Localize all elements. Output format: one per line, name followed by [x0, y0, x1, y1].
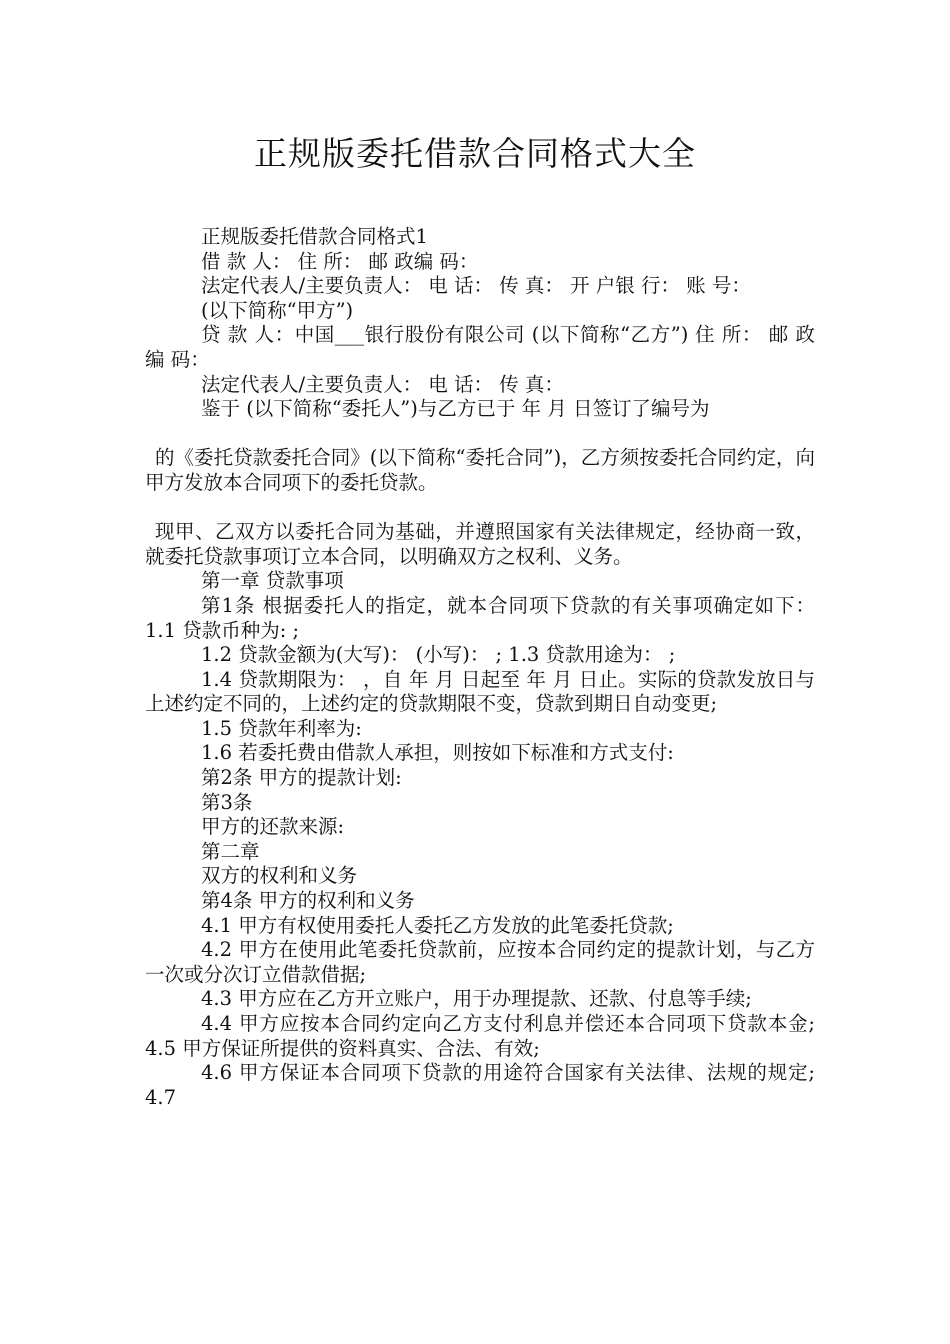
- paragraph: 的《委托贷款委托合同》(以下简称“委托合同”)，乙方须按委托合同约定，向甲方发放本合同项下的委托贷款。: [145, 446, 815, 494]
- chapter-heading: 第二章: [201, 839, 260, 863]
- paragraph: 第4条 甲方的权利和义务: [201, 889, 415, 913]
- paragraph: 4.2 甲方在使用此笔委托贷款前，应按本合同约定的提款计划，与乙方一次或分次订立借款借据;: [145, 938, 815, 986]
- paragraph: 1.5 贷款年利率为:: [201, 716, 362, 740]
- blank-line: [145, 496, 815, 521]
- paragraph: 1.6 若委托费由借款人承担，则按如下标准和方式支付:: [201, 741, 674, 765]
- paragraph: 4.4 甲方应按本合同约定向乙方支付利息并偿还本合同项下贷款本金; 4.5 甲方保证所提供的资料真实、合法、有效;: [145, 1012, 815, 1060]
- paragraph: 双方的权利和义务: [201, 864, 358, 888]
- paragraph: 鉴于 (以下简称“委托人”)与乙方已于 年 月 日签订了编号为: [201, 397, 710, 421]
- document-title: 正规版委托借款合同格式大全: [254, 134, 696, 173]
- paragraph: 贷 款 人：中国___银行股份有限公司 (以下简称“乙方”) 住 所： 邮 政编 码：: [145, 323, 815, 371]
- paragraph: 现甲、乙双方以委托合同为基础，并遵照国家有关法律规定，经协商一致，就委托贷款事项订立本合同，以明确双方之权利、义务。: [145, 520, 815, 568]
- paragraph: (以下简称“甲方”): [201, 298, 354, 322]
- paragraph: 甲方的还款来源:: [201, 815, 345, 839]
- paragraph: 1.2 贷款金额为(大写)： (小写)： ; 1.3 贷款用途为： ;: [201, 643, 676, 667]
- paragraph: 第2条 甲方的提款计划:: [201, 766, 402, 790]
- document-body: [145, 225, 815, 1110]
- paragraph: 4.3 甲方应在乙方开立账户，用于办理提款、还款、付息等手续;: [201, 987, 752, 1011]
- paragraph: 法定代表人/主要负责人： 电 话： 传 真： 开 户银 行： 账 号：: [201, 274, 751, 298]
- paragraph: 第3条: [201, 790, 253, 814]
- chapter-heading: 第一章 贷款事项: [201, 569, 344, 593]
- paragraph: 法定代表人/主要负责人： 电 话： 传 真：: [201, 372, 564, 396]
- paragraph: 1.4 贷款期限为： ，自 年 月 日起至 年 月 日止。实际的贷款发放日与上述约定不同的，上述约定的贷款期限不变，贷款到期日自动变更;: [145, 667, 815, 716]
- paragraph: 正规版委托借款合同格式1: [201, 225, 428, 248]
- paragraph: 4.6 甲方保证本合同项下贷款的用途符合国家有关法律、法规的规定; 4.7: [145, 1061, 815, 1109]
- blank-line: [145, 422, 815, 447]
- paragraph: 4.1 甲方有权使用委托人委托乙方发放的此笔委托贷款;: [201, 913, 674, 937]
- paragraph: 第1条 根据委托人的指定，就本合同项下贷款的有关事项确定如下： 1.1 贷款币种为: ;: [145, 593, 815, 642]
- paragraph: 借 款 人： 住 所： 邮 政编 码：: [201, 249, 479, 273]
